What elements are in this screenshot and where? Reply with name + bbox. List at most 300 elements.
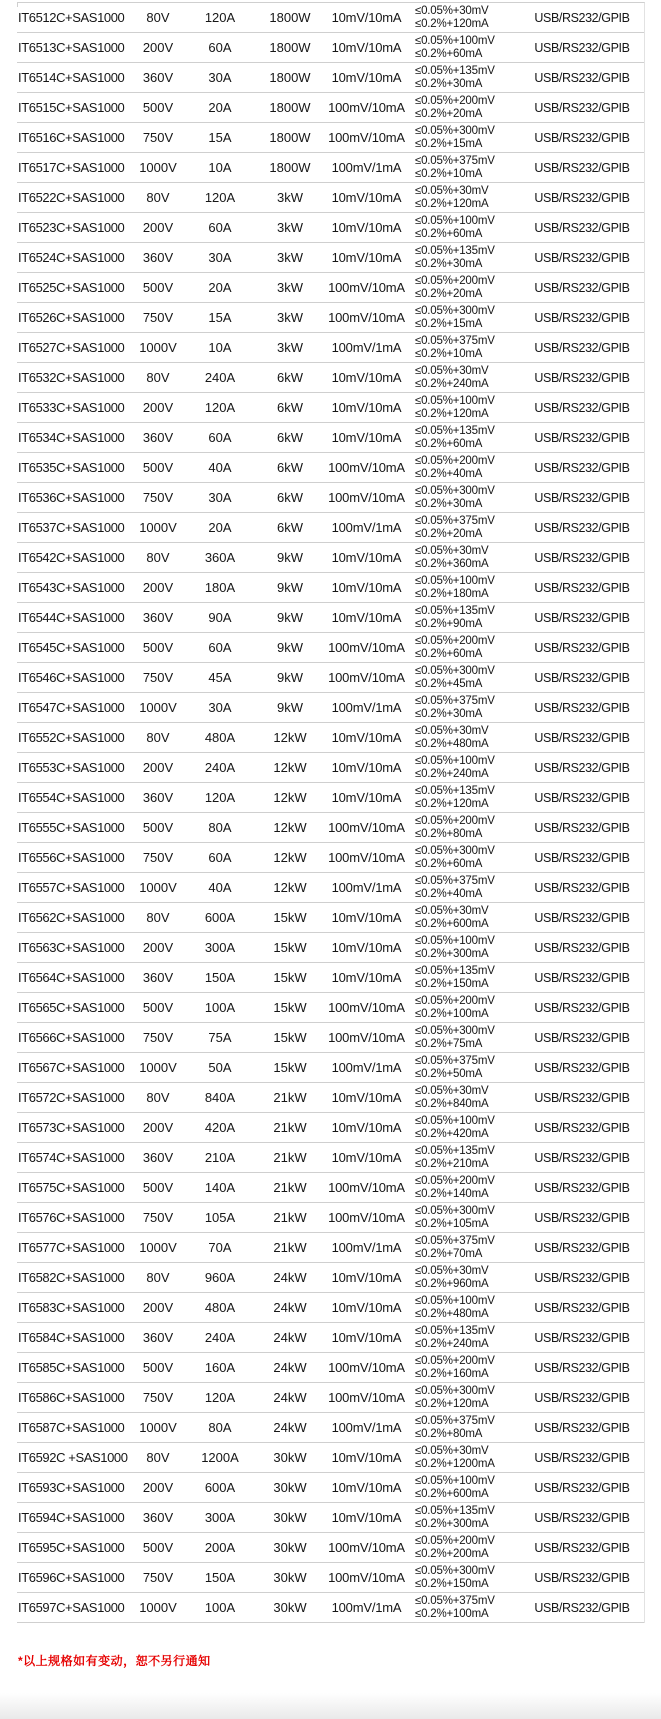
cell-current: 105A: [204, 1210, 236, 1225]
cell-resolution: 100mV/1mA: [331, 1240, 402, 1255]
cell-resolution: 10mV/10mA: [331, 550, 402, 565]
current-accuracy-line: ≤0.2%+120mA: [415, 407, 489, 420]
cell-resolution: 10mV/10mA: [331, 400, 402, 415]
cell-current: 70A: [208, 1240, 232, 1255]
cell-resolution: 100mV/10mA: [328, 460, 405, 475]
cell-power: 15kW: [273, 1030, 307, 1045]
cell-current: 300A: [204, 1510, 236, 1525]
cell-voltage: 500V: [142, 280, 174, 295]
voltage-accuracy-line: ≤0.05%+300mV: [415, 1204, 495, 1217]
table-row: [17, 1353, 644, 1383]
cell-model: IT6546C+SAS1000: [18, 670, 125, 685]
cell-interfaces: USB/RS232/GPIB: [534, 610, 630, 625]
cell-interfaces: USB/RS232/GPIB: [534, 460, 630, 475]
current-accuracy-line: ≤0.2%+120mA: [415, 1397, 489, 1410]
voltage-accuracy-line: ≤0.05%+200mV: [415, 94, 495, 107]
cell-interfaces: USB/RS232/GPIB: [534, 1480, 630, 1495]
cell-accuracy: [405, 1205, 520, 1231]
table-row: [17, 573, 644, 603]
cell-current: 200A: [204, 1540, 236, 1555]
table-row: [17, 903, 644, 933]
cell-accuracy: [405, 965, 520, 991]
cell-current: 60A: [208, 220, 232, 235]
cell-model: IT6592C +SAS1000: [18, 1450, 128, 1465]
cell-voltage: 750V: [142, 670, 174, 685]
voltage-accuracy-line: ≤0.05%+100mV: [415, 1474, 495, 1487]
table-row: [17, 3, 644, 33]
cell-power: 1800W: [269, 40, 311, 55]
voltage-accuracy-line: ≤0.05%+30mV: [415, 1444, 489, 1457]
cell-model: IT6516C+SAS1000: [18, 130, 125, 145]
cell-accuracy: [405, 1235, 520, 1261]
current-accuracy-line: ≤0.2%+150mA: [415, 977, 489, 990]
cell-voltage: 1000V: [139, 340, 177, 355]
voltage-accuracy-line: ≤0.05%+100mV: [415, 1114, 495, 1127]
voltage-accuracy-line: ≤0.05%+200mV: [415, 814, 495, 827]
cell-power: 1800W: [269, 160, 311, 175]
table-row: [17, 813, 644, 843]
voltage-accuracy-line: ≤0.05%+375mV: [415, 694, 495, 707]
cell-model: IT6533C+SAS1000: [18, 400, 125, 415]
cell-accuracy: [405, 305, 520, 331]
cell-voltage: 500V: [142, 820, 174, 835]
cell-voltage: 200V: [142, 220, 174, 235]
cell-voltage: 1000V: [139, 160, 177, 175]
cell-interfaces: USB/RS232/GPIB: [534, 310, 630, 325]
cell-accuracy: [405, 335, 520, 361]
cell-resolution: 10mV/10mA: [331, 70, 402, 85]
current-accuracy-line: ≤0.2%+10mA: [415, 347, 483, 360]
current-accuracy-line: ≤0.2%+40mA: [415, 887, 483, 900]
current-accuracy-line: ≤0.2%+80mA: [415, 1427, 483, 1440]
table-row: [17, 453, 644, 483]
cell-current: 300A: [204, 940, 236, 955]
cell-resolution: 100mV/10mA: [328, 100, 405, 115]
current-accuracy-line: ≤0.2%+105mA: [415, 1217, 489, 1230]
cell-interfaces: USB/RS232/GPIB: [534, 1090, 630, 1105]
cell-accuracy: [405, 545, 520, 571]
cell-accuracy: [405, 1415, 520, 1441]
cell-current: 480A: [204, 730, 236, 745]
cell-power: 21kW: [273, 1180, 307, 1195]
cell-voltage: 500V: [142, 1360, 174, 1375]
cell-resolution: 100mV/1mA: [331, 520, 402, 535]
current-accuracy-line: ≤0.2%+480mA: [415, 737, 489, 750]
voltage-accuracy-line: ≤0.05%+200mV: [415, 454, 495, 467]
table-row: [17, 243, 644, 273]
voltage-accuracy-line: ≤0.05%+375mV: [415, 1054, 495, 1067]
voltage-accuracy-line: ≤0.05%+30mV: [415, 544, 489, 557]
cell-current: 240A: [204, 1330, 236, 1345]
current-accuracy-line: ≤0.2%+80mA: [415, 827, 483, 840]
cell-power: 9kW: [277, 550, 303, 565]
cell-resolution: 10mV/10mA: [331, 1150, 402, 1165]
voltage-accuracy-line: ≤0.05%+300mV: [415, 1384, 495, 1397]
cell-power: 15kW: [273, 1060, 307, 1075]
cell-power: 30kW: [273, 1540, 307, 1555]
cell-accuracy: [405, 635, 520, 661]
cell-interfaces: USB/RS232/GPIB: [534, 10, 630, 25]
cell-current: 600A: [204, 910, 236, 925]
cell-accuracy: [405, 605, 520, 631]
cell-voltage: 750V: [142, 1570, 174, 1585]
cell-resolution: 100mV/1mA: [331, 700, 402, 715]
voltage-accuracy-line: ≤0.05%+30mV: [415, 724, 489, 737]
table-row: [17, 1143, 644, 1173]
cell-voltage: 360V: [142, 790, 174, 805]
table-row: [17, 663, 644, 693]
current-accuracy-line: ≤0.2%+60mA: [415, 47, 483, 60]
table-row: [17, 393, 644, 423]
cell-voltage: 360V: [142, 250, 174, 265]
cell-resolution: 100mV/1mA: [331, 880, 402, 895]
voltage-accuracy-line: ≤0.05%+375mV: [415, 874, 495, 887]
cell-current: 960A: [204, 1270, 236, 1285]
current-accuracy-line: ≤0.2%+240mA: [415, 1337, 489, 1350]
cell-accuracy: [405, 455, 520, 481]
cell-voltage: 1000V: [139, 1420, 177, 1435]
voltage-accuracy-line: ≤0.05%+30mV: [415, 364, 489, 377]
current-accuracy-line: ≤0.2%+1200mA: [415, 1457, 495, 1470]
cell-model: IT6525C+SAS1000: [18, 280, 125, 295]
cell-interfaces: USB/RS232/GPIB: [534, 100, 630, 115]
voltage-accuracy-line: ≤0.05%+200mV: [415, 1534, 495, 1547]
voltage-accuracy-line: ≤0.05%+375mV: [415, 154, 495, 167]
current-accuracy-line: ≤0.2%+30mA: [415, 707, 483, 720]
cell-power: 21kW: [273, 1240, 307, 1255]
table-row: [17, 93, 644, 123]
cell-power: 21kW: [273, 1090, 307, 1105]
cell-current: 15A: [208, 130, 232, 145]
table-row: [17, 273, 644, 303]
cell-current: 30A: [208, 700, 232, 715]
cell-interfaces: USB/RS232/GPIB: [534, 1060, 630, 1075]
cell-voltage: 80V: [146, 730, 170, 745]
spec-table: [17, 2, 645, 1623]
cell-interfaces: USB/RS232/GPIB: [534, 1510, 630, 1525]
cell-current: 20A: [208, 280, 232, 295]
cell-voltage: 1000V: [139, 1240, 177, 1255]
cell-resolution: 10mV/10mA: [331, 40, 402, 55]
cell-interfaces: USB/RS232/GPIB: [534, 130, 630, 145]
table-row: [17, 1113, 644, 1143]
cell-resolution: 10mV/10mA: [331, 760, 402, 775]
current-accuracy-line: ≤0.2%+40mA: [415, 467, 483, 480]
current-accuracy-line: ≤0.2%+30mA: [415, 497, 483, 510]
cell-voltage: 500V: [142, 640, 174, 655]
cell-accuracy: [405, 905, 520, 931]
table-row: [17, 1533, 644, 1563]
cell-resolution: 10mV/10mA: [331, 370, 402, 385]
cell-interfaces: USB/RS232/GPIB: [534, 40, 630, 55]
cell-resolution: 10mV/10mA: [331, 1480, 402, 1495]
cell-resolution: 10mV/10mA: [331, 730, 402, 745]
cell-interfaces: USB/RS232/GPIB: [534, 1570, 630, 1585]
cell-accuracy: [405, 1145, 520, 1171]
voltage-accuracy-line: ≤0.05%+100mV: [415, 214, 495, 227]
cell-voltage: 500V: [142, 1540, 174, 1555]
cell-voltage: 80V: [146, 1450, 170, 1465]
cell-power: 24kW: [273, 1270, 307, 1285]
cell-voltage: 360V: [142, 1150, 174, 1165]
cell-model: IT6514C+SAS1000: [18, 70, 125, 85]
current-accuracy-line: ≤0.2%+70mA: [415, 1247, 483, 1260]
voltage-accuracy-line: ≤0.05%+200mV: [415, 634, 495, 647]
cell-voltage: 360V: [142, 70, 174, 85]
cell-voltage: 80V: [146, 10, 170, 25]
cell-accuracy: [405, 1025, 520, 1051]
cell-resolution: 100mV/10mA: [328, 1180, 405, 1195]
cell-model: IT6534C+SAS1000: [18, 430, 125, 445]
cell-model: IT6517C+SAS1000: [18, 160, 125, 175]
cell-current: 50A: [208, 1060, 232, 1075]
cell-interfaces: USB/RS232/GPIB: [534, 580, 630, 595]
cell-model: IT6542C+SAS1000: [18, 550, 125, 565]
table-row: [17, 933, 644, 963]
cell-current: 420A: [204, 1120, 236, 1135]
cell-voltage: 750V: [142, 310, 174, 325]
cell-power: 6kW: [277, 400, 303, 415]
cell-interfaces: USB/RS232/GPIB: [534, 970, 630, 985]
cell-accuracy: [405, 1325, 520, 1351]
current-accuracy-line: ≤0.2%+45mA: [415, 677, 483, 690]
table-row: [17, 1173, 644, 1203]
cell-voltage: 360V: [142, 610, 174, 625]
cell-model: IT6567C+SAS1000: [18, 1060, 125, 1075]
cell-model: IT6547C+SAS1000: [18, 700, 125, 715]
cell-current: 1200A: [201, 1450, 239, 1465]
voltage-accuracy-line: ≤0.05%+375mV: [415, 1414, 495, 1427]
cell-interfaces: USB/RS232/GPIB: [534, 1300, 630, 1315]
cell-voltage: 80V: [146, 370, 170, 385]
current-accuracy-line: ≤0.2%+60mA: [415, 647, 483, 660]
cell-resolution: 100mV/10mA: [328, 670, 405, 685]
voltage-accuracy-line: ≤0.05%+300mV: [415, 1564, 495, 1577]
cell-power: 24kW: [273, 1360, 307, 1375]
cell-accuracy: [405, 1565, 520, 1591]
cell-resolution: 10mV/10mA: [331, 970, 402, 985]
cell-power: 12kW: [273, 820, 307, 835]
cell-power: 1800W: [269, 10, 311, 25]
cell-power: 9kW: [277, 700, 303, 715]
table-row: [17, 513, 644, 543]
voltage-accuracy-line: ≤0.05%+375mV: [415, 1594, 495, 1607]
cell-interfaces: USB/RS232/GPIB: [534, 910, 630, 925]
cell-model: IT6565C+SAS1000: [18, 1000, 125, 1015]
cell-accuracy: [405, 815, 520, 841]
voltage-accuracy-line: ≤0.05%+375mV: [415, 334, 495, 347]
current-accuracy-line: ≤0.2%+300mA: [415, 1517, 489, 1530]
cell-power: 15kW: [273, 910, 307, 925]
cell-model: IT6573C+SAS1000: [18, 1120, 125, 1135]
cell-current: 140A: [204, 1180, 236, 1195]
cell-accuracy: [405, 95, 520, 121]
cell-model: IT6536C+SAS1000: [18, 490, 125, 505]
cell-voltage: 200V: [142, 940, 174, 955]
cell-interfaces: USB/RS232/GPIB: [534, 730, 630, 745]
table-row: [17, 1293, 644, 1323]
cell-voltage: 200V: [142, 580, 174, 595]
cell-model: IT6594C+SAS1000: [18, 1510, 125, 1525]
table-row: [17, 1203, 644, 1233]
current-accuracy-line: ≤0.2%+960mA: [415, 1277, 489, 1290]
cell-current: 120A: [204, 190, 236, 205]
cell-accuracy: [405, 1085, 520, 1111]
cell-resolution: 10mV/10mA: [331, 1450, 402, 1465]
cell-accuracy: [405, 245, 520, 271]
cell-resolution: 10mV/10mA: [331, 10, 402, 25]
cell-voltage: 80V: [146, 1090, 170, 1105]
cell-resolution: 100mV/1mA: [331, 160, 402, 175]
cell-model: IT6527C+SAS1000: [18, 340, 125, 355]
cell-accuracy: [405, 395, 520, 421]
cell-interfaces: USB/RS232/GPIB: [534, 820, 630, 835]
cell-accuracy: [405, 275, 520, 301]
voltage-accuracy-line: ≤0.05%+300mV: [415, 124, 495, 137]
cell-power: 6kW: [277, 430, 303, 445]
table-row: [17, 303, 644, 333]
cell-interfaces: USB/RS232/GPIB: [534, 1240, 630, 1255]
table-row: [17, 963, 644, 993]
cell-voltage: 360V: [142, 1510, 174, 1525]
cell-current: 120A: [204, 10, 236, 25]
current-accuracy-line: ≤0.2%+120mA: [415, 17, 489, 30]
cell-model: IT6545C+SAS1000: [18, 640, 125, 655]
cell-power: 30kW: [273, 1570, 307, 1585]
cell-interfaces: USB/RS232/GPIB: [534, 1210, 630, 1225]
cell-current: 480A: [204, 1300, 236, 1315]
cell-model: IT6556C+SAS1000: [18, 850, 125, 865]
table-row: [17, 1083, 644, 1113]
spec-change-footnote: *以上规格如有变动，恕不另行通知: [18, 1654, 211, 1668]
cell-interfaces: USB/RS232/GPIB: [534, 850, 630, 865]
cell-voltage: 80V: [146, 1270, 170, 1285]
cell-interfaces: USB/RS232/GPIB: [534, 1540, 630, 1555]
cell-model: IT6554C+SAS1000: [18, 790, 125, 805]
cell-accuracy: [405, 1175, 520, 1201]
cell-model: IT6526C+SAS1000: [18, 310, 125, 325]
cell-voltage: 500V: [142, 1000, 174, 1015]
cell-interfaces: USB/RS232/GPIB: [534, 70, 630, 85]
cell-resolution: 100mV/1mA: [331, 340, 402, 355]
cell-current: 20A: [208, 100, 232, 115]
voltage-accuracy-line: ≤0.05%+30mV: [415, 4, 489, 17]
table-row: [17, 423, 644, 453]
cell-accuracy: [405, 1265, 520, 1291]
voltage-accuracy-line: ≤0.05%+200mV: [415, 1174, 495, 1187]
cell-current: 15A: [208, 310, 232, 325]
cell-resolution: 100mV/10mA: [328, 1000, 405, 1015]
cell-power: 6kW: [277, 370, 303, 385]
cell-accuracy: [405, 755, 520, 781]
cell-resolution: 10mV/10mA: [331, 940, 402, 955]
cell-resolution: 100mV/10mA: [328, 130, 405, 145]
cell-resolution: 100mV/10mA: [328, 1540, 405, 1555]
cell-model: IT6562C+SAS1000: [18, 910, 125, 925]
cell-voltage: 360V: [142, 1330, 174, 1345]
current-accuracy-line: ≤0.2%+240mA: [415, 377, 489, 390]
cell-resolution: 10mV/10mA: [331, 1510, 402, 1525]
cell-model: IT6576C+SAS1000: [18, 1210, 125, 1225]
cell-model: IT6575C+SAS1000: [18, 1180, 125, 1195]
cell-current: 60A: [208, 850, 232, 865]
voltage-accuracy-line: ≤0.05%+135mV: [415, 604, 495, 617]
cell-power: 24kW: [273, 1420, 307, 1435]
cell-current: 10A: [208, 340, 232, 355]
cell-power: 3kW: [277, 220, 303, 235]
cell-current: 240A: [204, 760, 236, 775]
voltage-accuracy-line: ≤0.05%+375mV: [415, 1234, 495, 1247]
cell-power: 21kW: [273, 1210, 307, 1225]
current-accuracy-line: ≤0.2%+600mA: [415, 917, 489, 930]
cell-voltage: 750V: [142, 1390, 174, 1405]
cell-current: 100A: [204, 1600, 236, 1615]
table-row: [17, 33, 644, 63]
cell-resolution: 10mV/10mA: [331, 430, 402, 445]
table-row: [17, 693, 644, 723]
cell-model: IT6596C+SAS1000: [18, 1570, 125, 1585]
cell-power: 30kW: [273, 1510, 307, 1525]
cell-interfaces: USB/RS232/GPIB: [534, 280, 630, 295]
cell-interfaces: USB/RS232/GPIB: [534, 400, 630, 415]
voltage-accuracy-line: ≤0.05%+100mV: [415, 394, 495, 407]
table-row: [17, 783, 644, 813]
table-row: [17, 603, 644, 633]
cell-resolution: 10mV/10mA: [331, 250, 402, 265]
cell-resolution: 100mV/10mA: [328, 1390, 405, 1405]
cell-accuracy: [405, 935, 520, 961]
cell-resolution: 100mV/10mA: [328, 280, 405, 295]
cell-interfaces: USB/RS232/GPIB: [534, 1390, 630, 1405]
cell-interfaces: USB/RS232/GPIB: [534, 1600, 630, 1615]
cell-resolution: 10mV/10mA: [331, 190, 402, 205]
cell-model: IT6582C+SAS1000: [18, 1270, 125, 1285]
cell-interfaces: USB/RS232/GPIB: [534, 760, 630, 775]
cell-model: IT6515C+SAS1000: [18, 100, 125, 115]
table-row: [17, 873, 644, 903]
cell-model: IT6584C+SAS1000: [18, 1330, 125, 1345]
cell-interfaces: USB/RS232/GPIB: [534, 220, 630, 235]
cell-voltage: 750V: [142, 1210, 174, 1225]
table-row: [17, 1503, 644, 1533]
cell-interfaces: USB/RS232/GPIB: [534, 640, 630, 655]
voltage-accuracy-line: ≤0.05%+30mV: [415, 1084, 489, 1097]
cell-voltage: 80V: [146, 190, 170, 205]
cell-power: 30kW: [273, 1480, 307, 1495]
cell-current: 160A: [204, 1360, 236, 1375]
table-row: [17, 363, 644, 393]
cell-interfaces: USB/RS232/GPIB: [534, 490, 630, 505]
voltage-accuracy-line: ≤0.05%+135mV: [415, 1504, 495, 1517]
cell-interfaces: USB/RS232/GPIB: [534, 1180, 630, 1195]
cell-resolution: 10mV/10mA: [331, 1270, 402, 1285]
cell-interfaces: USB/RS232/GPIB: [534, 550, 630, 565]
cell-interfaces: USB/RS232/GPIB: [534, 370, 630, 385]
cell-voltage: 360V: [142, 970, 174, 985]
current-accuracy-line: ≤0.2%+210mA: [415, 1157, 489, 1170]
current-accuracy-line: ≤0.2%+20mA: [415, 107, 483, 120]
cell-current: 80A: [208, 820, 232, 835]
table-row: [17, 1563, 644, 1593]
cell-model: IT6535C+SAS1000: [18, 460, 125, 475]
cell-accuracy: [405, 785, 520, 811]
cell-current: 120A: [204, 400, 236, 415]
current-accuracy-line: ≤0.2%+30mA: [415, 257, 483, 270]
voltage-accuracy-line: ≤0.05%+100mV: [415, 934, 495, 947]
cell-power: 3kW: [277, 280, 303, 295]
cell-accuracy: [405, 1355, 520, 1381]
cell-interfaces: USB/RS232/GPIB: [534, 520, 630, 535]
